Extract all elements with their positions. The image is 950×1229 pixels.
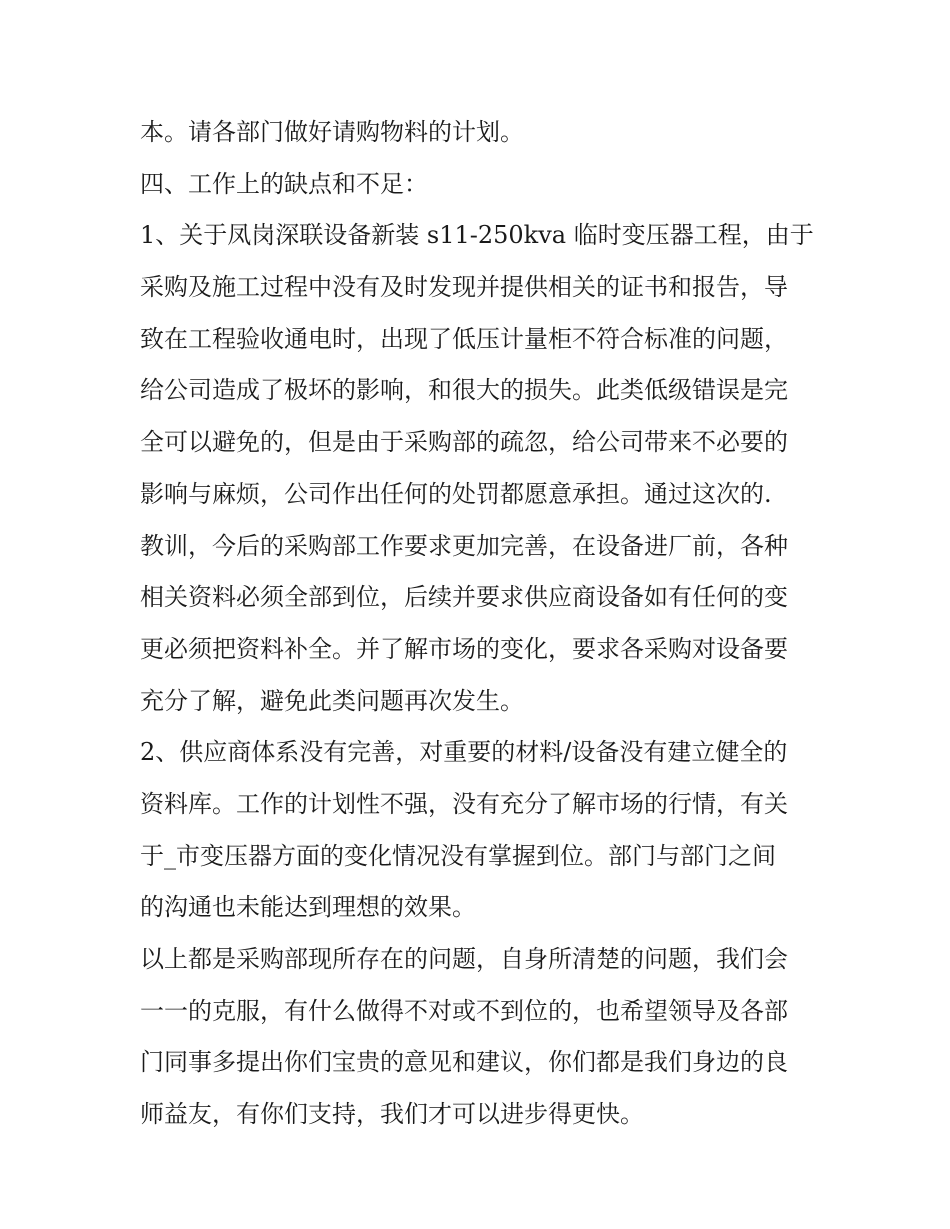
- text-line: 师益友，有你们支持，我们才可以进步得更快。: [140, 1100, 644, 1129]
- text-line: 相关资料必须全部到位，后续并要求供应商设备如有任何的变: [140, 583, 788, 612]
- text-line: 采购及施工过程中没有及时发现并提供相关的证书和报告，导: [140, 273, 788, 302]
- text-line: 给公司造成了极坏的影响，和很大的损失。此类低级错误是完: [140, 376, 788, 405]
- text-line: 影响与麻烦，公司作出任何的处罚都愿意承担。通过这次的.: [140, 479, 772, 508]
- text-line: 致在工程验收通电时，出现了低压计量柜不符合标准的问题，: [140, 324, 788, 353]
- document-body: [140, 107, 812, 1141]
- text-line: 全可以避免的，但是由于采购部的疏忽，给公司带来不必要的: [140, 428, 788, 457]
- text-line: 更必须把资料补全。并了解市场的变化，要求各采购对设备要: [140, 634, 788, 663]
- text-line: 本。请各部门做好请购物料的计划。: [140, 118, 524, 146]
- text-line: 资料库。工作的计划性不强，没有充分了解市场的行情，有关: [140, 789, 788, 818]
- text-line: 的沟通也未能达到理想的效果。: [140, 893, 476, 922]
- text-line: 一一的克服，有什么做得不对或不到位的，也希望领导及各部: [140, 996, 788, 1025]
- text-line: 门同事多提出你们宝贵的意见和建议，你们都是我们身边的良: [140, 1048, 788, 1077]
- text-line: 教训，今后的采购部工作要求更加完善，在设备进厂前，各种: [140, 531, 788, 560]
- section-heading: 四、工作上的缺点和不足：: [140, 169, 428, 198]
- text-line: 以上都是采购部现所存在的问题，自身所清楚的问题，我们会: [140, 945, 788, 973]
- text-line: 充分了解，避免此类问题再次发生。: [140, 686, 524, 715]
- text-line: 于_市变压器方面的变化情况没有掌握到位。部门与部门之间: [140, 841, 776, 870]
- text-line: 1、关于凤岗深联设备新装 s11-250kva 临时变压器工程，由于: [140, 221, 814, 250]
- text-line: 2、供应商体系没有完善，对重要的材料/设备没有建立健全的: [140, 738, 788, 767]
